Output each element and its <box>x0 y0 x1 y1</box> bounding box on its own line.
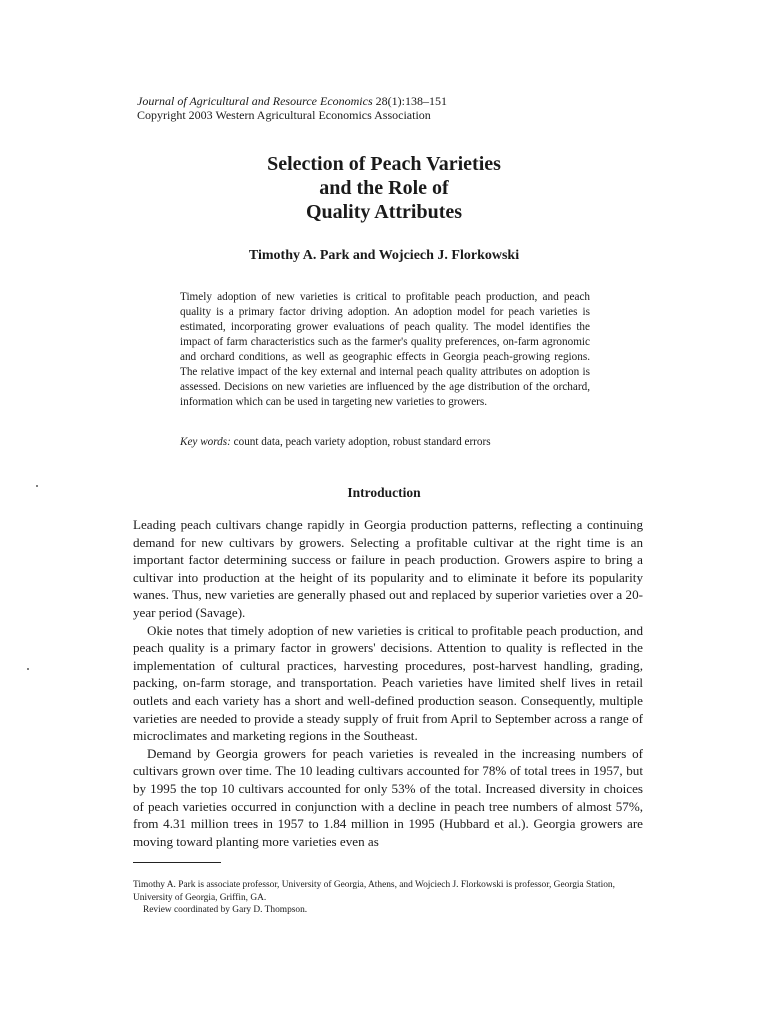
journal-name: Journal of Agricultural and Resource Economics <box>137 94 373 108</box>
introduction-body <box>133 516 643 850</box>
footnote <box>133 879 643 917</box>
scan-speck <box>36 485 38 487</box>
keywords <box>180 435 600 450</box>
title-line-1: Selection of Peach Varieties <box>267 153 501 175</box>
paragraph: Demand by Georgia growers for peach varieties is revealed in the increasing numbers of cultivars grown over time. The 10 leading cultivars accounted for 78% of total trees in 1957, but by 1995 the top 10 cultivars accounted for only 53% of the total. Increased diversity in choices of peach varieties occurred in conjunction with a decline in peach tree numbers of almost 57%, from 4.31 million trees in 1957 to 1.84 million in 1995 (Hubbard et al.). Georgia growers are moving toward planting more varieties even as <box>133 745 643 849</box>
title-line-2: and the Role of <box>319 177 449 199</box>
footnote-review: Review coordinated by Gary D. Thompson. <box>143 905 308 915</box>
section-heading-introduction: Introduction <box>347 485 421 500</box>
article-title <box>0 152 768 224</box>
title-line-3: Quality Attributes <box>305 201 463 223</box>
journal-volume-pages: 28(1):138–151 <box>372 94 447 108</box>
footnote-affiliation: Timothy A. Park is associate professor, University of Georgia, Athens, and Wojciech J. Florkowski is professor, Georgia Station, University of Georgia, Griffin, GA. <box>133 880 615 903</box>
journal-citation-line <box>137 94 447 108</box>
footnote-divider <box>133 862 221 863</box>
journal-header <box>137 94 447 122</box>
abstract: Timely adoption of new varieties is critical to profitable peach production, and peach quality is a primary factor driving adoption. An adoption model for peach varieties is estimated, incorporating grower evaluations of peach quality. The model identifies the impact of farm characteristics such as the farmer's quality preferences, on-farm agronomic and orchard conditions, as well as geographic effects in Georgia peach-growing regions. The relative impact of the key external and internal peach quality attributes on adoption is assessed. Decisions on new varieties are influenced by the age distribution of the orchard, information which can be used in targeting new varieties to growers. <box>180 291 590 408</box>
copyright-line: Copyright 2003 Western Agricultural Economics Association <box>137 108 431 122</box>
keywords-label: Key words: <box>180 436 231 448</box>
paragraph: Leading peach cultivars change rapidly in Georgia production patterns, reflecting a continuing demand for new cultivars by growers. Selecting a profitable cultivar at the right time is an important factor determining success or failure in peach production. Growers aspire to bring a cultivar into production at the height of its popularity and to eliminate it before its popularity wanes. Thus, new varieties are generally phased out and replaced by superior varieties over a 20-year period (Savage). <box>133 517 643 620</box>
paragraph: Okie notes that timely adoption of new varieties is critical to profitable peach production, and peach quality is a primary factor in growers' decisions. Attention to quality is reflected in the implementation of cultural practices, harvesting procedures, post-harvest handling, grading, packing, on-farm storage, and transportation. Peach varieties have limited shelf lives in retail outlets and each variety has a short and well-defined production season. Consequently, multiple varieties are needed to provide a steady supply of fruit from April to September across a range of microclimates and marketing regions in the Southeast. <box>133 622 643 744</box>
scan-speck <box>27 668 29 670</box>
keywords-list: count data, peach variety adoption, robust standard errors <box>230 436 491 448</box>
article-authors: Timothy A. Park and Wojciech J. Florkowski <box>248 248 520 263</box>
